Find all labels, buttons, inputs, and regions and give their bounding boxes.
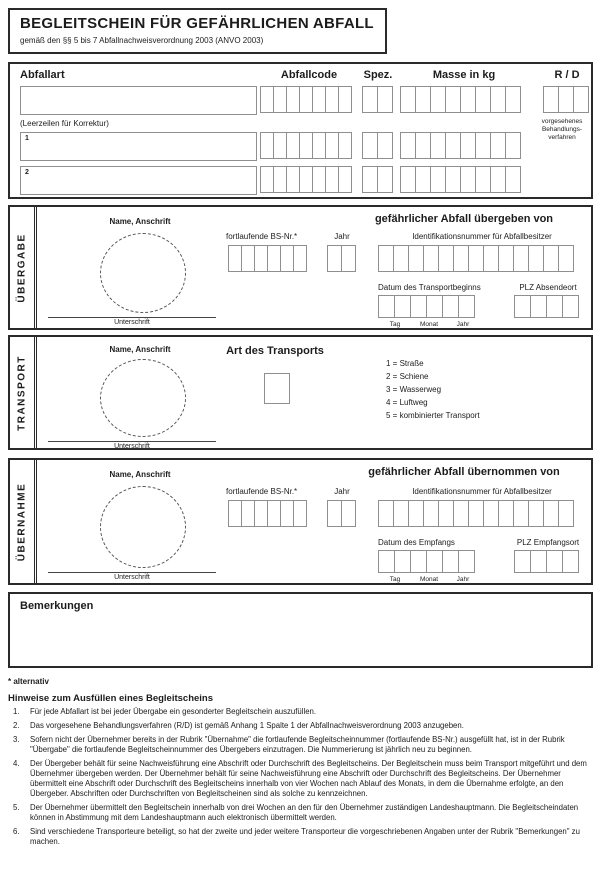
uebergabe-id-cells[interactable] <box>378 245 574 272</box>
input-cell[interactable] <box>338 86 352 113</box>
uebergabe-bs-label: fortlaufende BS-Nr.* <box>226 232 298 241</box>
transport-strip <box>10 337 37 448</box>
input-cell[interactable] <box>442 550 459 573</box>
input-cell[interactable] <box>498 500 514 527</box>
input-cell[interactable] <box>460 86 476 113</box>
uebernahme-bs-label: fortlaufende BS-Nr.* <box>226 487 298 496</box>
hinweis-item: Für jede Abfallart ist bei jeder Übergabe ein gesonderter Begleitschein auszufüllen. <box>30 707 317 716</box>
korrektur-row2-masse-cells[interactable] <box>400 166 521 193</box>
input-cell[interactable] <box>273 86 287 113</box>
transport-signature-line[interactable] <box>48 441 216 442</box>
uebernahme-plz-label: PLZ Empfangsort <box>516 538 580 547</box>
input-cell[interactable] <box>543 86 559 113</box>
input-cell[interactable] <box>543 245 559 272</box>
input-cell[interactable] <box>562 295 579 318</box>
input-cell[interactable] <box>260 166 274 193</box>
input-cell[interactable] <box>378 500 394 527</box>
input-cell[interactable] <box>408 245 424 272</box>
input-cell[interactable] <box>430 86 446 113</box>
input-cell[interactable] <box>378 550 395 573</box>
input-cell[interactable] <box>280 245 294 272</box>
uebergabe-signature-label: Unterschrift <box>114 319 150 326</box>
uebernahme-strip <box>10 460 37 583</box>
input-cell[interactable] <box>460 166 476 193</box>
uebernahme-bs-cells[interactable] <box>228 500 307 527</box>
abfallart-header: Abfallart <box>20 69 65 81</box>
uebergabe-tag-label: Tag <box>389 321 401 328</box>
input-cell[interactable] <box>299 86 313 113</box>
transport-name-label: Name, Anschrift <box>109 345 171 354</box>
korrektur-row2-spez-cells[interactable] <box>362 166 393 193</box>
input-cell[interactable] <box>514 550 531 573</box>
input-cell[interactable] <box>445 166 461 193</box>
korrektur-row1-abfallcode-cells[interactable] <box>260 132 352 159</box>
input-cell[interactable] <box>410 550 427 573</box>
input-cell[interactable] <box>327 500 342 527</box>
uebernahme-stamp-area[interactable] <box>100 486 186 568</box>
abfallcode-cells[interactable] <box>260 86 352 113</box>
input-cell[interactable] <box>490 86 506 113</box>
input-cell[interactable] <box>312 86 326 113</box>
uebergabe-id-label: Identifikationsnummer für Abfallbesitzer <box>412 232 552 241</box>
form-subtitle: gemäß den §§ 5 bis 7 Abfallnachweisverordnung 2003 (ANVO 2003) <box>20 36 264 45</box>
input-cell[interactable] <box>498 245 514 272</box>
rd-note: vorgesehenes Behandlungs- verfahren <box>541 118 583 141</box>
input-cell[interactable] <box>267 245 281 272</box>
input-cell[interactable] <box>415 166 431 193</box>
input-cell[interactable] <box>513 245 529 272</box>
input-cell[interactable] <box>293 245 307 272</box>
input-cell[interactable] <box>426 550 443 573</box>
input-cell[interactable] <box>299 166 313 193</box>
abfallcode-header: Abfallcode <box>280 69 338 81</box>
input-cell[interactable] <box>362 166 378 193</box>
hinweis-item: Sofern nicht der Übernehmer bereits in der Rubrik "Übernahme" die fortlaufende Begleitscheinnummer (fortlaufende BS-Nr.) ausgefüllt hat, ist in der Rubrik "Übergabe" die fortlaufende Begleitscheinnummer des Übergebers einzutragen. Die Nummerierung ist jährlich neu zu beginnen. <box>30 735 565 754</box>
transport-option: 5 = kombinierter Transport <box>386 411 480 420</box>
transport-section-label: TRANSPORT <box>16 354 28 431</box>
uebernahme-datum-cells[interactable] <box>378 550 475 573</box>
uebergabe-section <box>8 205 593 330</box>
input-cell[interactable] <box>377 86 393 113</box>
input-cell[interactable] <box>254 245 268 272</box>
input-cell[interactable] <box>400 132 416 159</box>
transport-stamp-area[interactable] <box>100 359 186 437</box>
korrektur-row1-masse-cells[interactable] <box>400 132 521 159</box>
input-cell[interactable] <box>442 295 459 318</box>
input-cell[interactable] <box>286 166 300 193</box>
input-cell[interactable] <box>378 245 394 272</box>
input-cell[interactable] <box>468 500 484 527</box>
input-cell[interactable] <box>445 86 461 113</box>
input-cell[interactable] <box>423 500 439 527</box>
transport-option: 1 = Straße <box>386 359 424 368</box>
uebergabe-name-label: Name, Anschrift <box>109 217 171 226</box>
uebergabe-heading: gefährlicher Abfall übergeben von <box>374 213 554 225</box>
input-cell[interactable] <box>505 132 521 159</box>
input-cell[interactable] <box>286 86 300 113</box>
row1-number: 1 <box>25 135 29 142</box>
input-cell[interactable] <box>299 132 313 159</box>
input-cell[interactable] <box>483 500 499 527</box>
input-cell[interactable] <box>505 166 521 193</box>
input-cell[interactable] <box>312 132 326 159</box>
input-cell[interactable] <box>423 245 439 272</box>
input-cell[interactable] <box>273 132 287 159</box>
input-cell[interactable] <box>475 86 491 113</box>
input-cell[interactable] <box>543 500 559 527</box>
transport-mode-input[interactable] <box>264 373 290 404</box>
input-cell[interactable] <box>228 500 242 527</box>
uebergabe-jahr-label: Jahr <box>334 232 350 241</box>
input-cell[interactable] <box>254 500 268 527</box>
input-cell[interactable] <box>458 550 475 573</box>
input-cell[interactable] <box>460 132 476 159</box>
uebernahme-jahr-sub-label: Jahr <box>456 576 470 583</box>
input-cell[interactable] <box>378 295 395 318</box>
rd-header: R / D <box>554 69 580 81</box>
input-cell[interactable] <box>338 166 352 193</box>
uebergabe-strip <box>10 207 37 328</box>
uebernahme-id-cells[interactable] <box>378 500 574 527</box>
uebergabe-datum-label: Datum des Transportbeginns <box>378 283 481 292</box>
uebergabe-jahr-sub-label: Jahr <box>456 321 470 328</box>
row2-number: 2 <box>25 169 29 176</box>
korrektur-row1-spez-cells[interactable] <box>362 132 393 159</box>
transport-options <box>386 357 480 422</box>
input-cell[interactable] <box>260 86 274 113</box>
input-cell[interactable] <box>438 500 454 527</box>
uebernahme-name-label: Name, Anschrift <box>109 470 171 479</box>
uebernahme-monat-label: Monat <box>419 576 439 583</box>
hinweis-item: Der Übernehmer übermittelt den Begleitschein innerhalb von drei Wochen an den für den Übernehmer zuständigen Landeshauptmann. Die Begleitscheindaten können in Abstimmung mit dem Landeshauptmann auch elektronisch übermittelt werden. <box>30 803 579 822</box>
input-cell[interactable] <box>453 500 469 527</box>
form-title: BEGLEITSCHEIN FÜR GEFÄHRLICHEN ABFALL <box>20 15 374 32</box>
uebergabe-bs-cells[interactable] <box>228 245 307 272</box>
korrektur-row1-input[interactable] <box>20 132 257 161</box>
input-cell[interactable] <box>514 295 531 318</box>
uebergabe-plz-cells[interactable] <box>514 295 579 318</box>
input-cell[interactable] <box>505 86 521 113</box>
uebernahme-plz-cells[interactable] <box>514 550 579 573</box>
title-box <box>8 8 387 54</box>
input-cell[interactable] <box>475 166 491 193</box>
input-cell[interactable] <box>400 86 416 113</box>
input-cell[interactable] <box>325 86 339 113</box>
input-cell[interactable] <box>362 86 378 113</box>
uebernahme-jahr-label: Jahr <box>334 487 350 496</box>
spez-header: Spez. <box>363 69 393 81</box>
hinweise-list <box>8 707 595 851</box>
bemerkungen-label: Bemerkungen <box>20 600 94 612</box>
input-cell[interactable] <box>410 295 427 318</box>
input-cell[interactable] <box>241 245 255 272</box>
input-cell[interactable] <box>490 166 506 193</box>
input-cell[interactable] <box>286 132 300 159</box>
input-cell[interactable] <box>293 500 307 527</box>
input-cell[interactable] <box>530 295 547 318</box>
input-cell[interactable] <box>312 166 326 193</box>
hinweis-item: Sind verschiedene Transporteure beteiligt, so hat der zweite und jeder weitere Transporteur die vorgeschriebenen Angaben unter der Rubrik "Bemerkungen" zu machen. <box>30 827 580 846</box>
korrektur-note: (Leerzeilen für Korrektur) <box>20 119 109 128</box>
input-cell[interactable] <box>558 86 574 113</box>
input-cell[interactable] <box>546 550 563 573</box>
uebernahme-signature-label: Unterschrift <box>114 574 150 581</box>
input-cell[interactable] <box>408 500 424 527</box>
bemerkungen-section[interactable] <box>8 592 593 668</box>
input-cell[interactable] <box>453 245 469 272</box>
transport-option: 4 = Luftweg <box>386 398 428 407</box>
hinweis-item: Das vorgesehene Behandlungsverfahren (R/D) ist gemäß Anhang 1 Spalte 1 der Abfallnachweisverordnung 2003 anzugeben. <box>30 721 464 730</box>
masse-header: Masse in kg <box>432 69 496 81</box>
input-cell[interactable] <box>327 245 342 272</box>
uebernahme-section-label: ÜBERNAHME <box>16 482 28 561</box>
uebergabe-stamp-area[interactable] <box>100 233 186 313</box>
uebernahme-id-label: Identifikationsnummer für Abfallbesitzer <box>412 487 552 496</box>
uebernahme-section <box>8 458 593 585</box>
input-cell[interactable] <box>377 132 393 159</box>
input-cell[interactable] <box>415 132 431 159</box>
transport-section <box>8 335 593 450</box>
input-cell[interactable] <box>267 500 281 527</box>
input-cell[interactable] <box>393 500 409 527</box>
uebernahme-signature-line[interactable] <box>48 572 216 573</box>
input-cell[interactable] <box>430 166 446 193</box>
hinweis-item: Der Übergeber behält für seine Nachweisführung eine Abschrift oder Durchschrift des Begleitscheins. Der Begleitschein muss beim Transport mitgeführt und dem Übernehmer übergeben werden. Der Übernehmer behält für seine Nachweisführung eine Abschrift oder Durchschrift des Begleitscheins. Der Übernehmer übermittelt eine Abschrift oder Durchschrift des Begleitscheins innerhalb von vier Wochen nach Ablauf des Monats, in dem die Übernahme erfolgte, an den Übergeber. Abschriften oder Durchschriften von Begleitscheinen sind als solche zu kennzeichnen. <box>30 759 587 798</box>
masse-cells[interactable] <box>400 86 521 113</box>
input-cell[interactable] <box>394 295 411 318</box>
input-cell[interactable] <box>400 166 416 193</box>
input-cell[interactable] <box>438 245 454 272</box>
transport-option: 3 = Wasserweg <box>386 385 442 394</box>
input-cell[interactable] <box>273 166 287 193</box>
input-cell[interactable] <box>458 295 475 318</box>
uebernahme-jahr-cells[interactable] <box>327 500 356 527</box>
korrektur-row2-input[interactable] <box>20 166 257 195</box>
uebergabe-monat-label: Monat <box>419 321 439 328</box>
input-cell[interactable] <box>528 500 544 527</box>
uebernahme-tag-label: Tag <box>389 576 401 583</box>
uebergabe-datum-cells[interactable] <box>378 295 475 318</box>
input-cell[interactable] <box>426 295 443 318</box>
input-cell[interactable] <box>394 550 411 573</box>
input-cell[interactable] <box>325 132 339 159</box>
input-cell[interactable] <box>377 166 393 193</box>
input-cell[interactable] <box>260 132 274 159</box>
input-cell[interactable] <box>546 295 563 318</box>
uebergabe-section-label: ÜBERGABE <box>16 232 28 303</box>
rd-cells[interactable] <box>543 86 589 113</box>
input-cell[interactable] <box>393 245 409 272</box>
uebergabe-signature-line[interactable] <box>48 317 216 318</box>
input-cell[interactable] <box>490 132 506 159</box>
input-cell[interactable] <box>475 132 491 159</box>
input-cell[interactable] <box>362 132 378 159</box>
korrektur-row2-abfallcode-cells[interactable] <box>260 166 352 193</box>
input-cell[interactable] <box>558 245 574 272</box>
input-cell[interactable] <box>445 132 461 159</box>
input-cell[interactable] <box>415 86 431 113</box>
abfallart-input[interactable] <box>20 86 257 115</box>
uebernahme-heading: gefährlicher Abfall übernommen von <box>368 466 560 478</box>
input-cell[interactable] <box>573 86 589 113</box>
input-cell[interactable] <box>468 245 484 272</box>
input-cell[interactable] <box>241 500 255 527</box>
uebergabe-jahr-cells[interactable] <box>327 245 356 272</box>
input-cell[interactable] <box>341 245 356 272</box>
footnote: * alternativ <box>8 677 49 686</box>
input-cell[interactable] <box>228 245 242 272</box>
input-cell[interactable] <box>530 550 547 573</box>
spez-cells[interactable] <box>362 86 393 113</box>
input-cell[interactable] <box>483 245 499 272</box>
input-cell[interactable] <box>341 500 356 527</box>
uebernahme-datum-label: Datum des Empfangs <box>378 538 455 547</box>
input-cell[interactable] <box>513 500 529 527</box>
transport-heading: Art des Transports <box>226 345 324 357</box>
input-cell[interactable] <box>430 132 446 159</box>
waste-section <box>8 62 593 199</box>
transport-signature-label: Unterschrift <box>114 443 150 450</box>
input-cell[interactable] <box>325 166 339 193</box>
input-cell[interactable] <box>528 245 544 272</box>
transport-option: 2 = Schiene <box>386 372 429 381</box>
input-cell[interactable] <box>280 500 294 527</box>
uebergabe-plz-label: PLZ Absendeort <box>519 283 577 292</box>
input-cell[interactable] <box>338 132 352 159</box>
hinweise-heading: Hinweise zum Ausfüllen eines Begleitscheins <box>8 693 214 704</box>
input-cell[interactable] <box>558 500 574 527</box>
input-cell[interactable] <box>562 550 579 573</box>
